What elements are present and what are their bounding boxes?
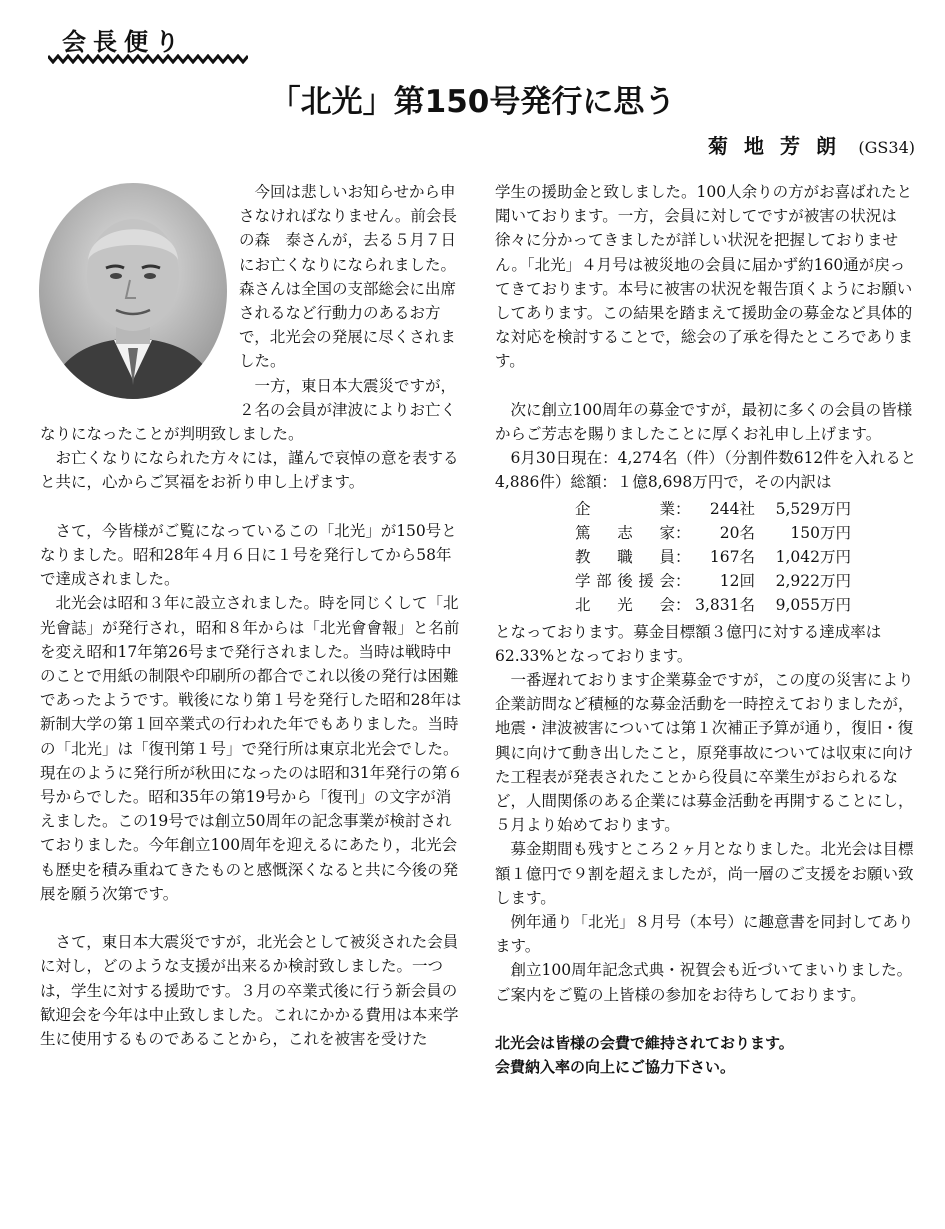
section-tag-label: 会長便り (62, 28, 186, 56)
breakdown-row: 学部後援会 ： 12回 2,922万円 (495, 569, 920, 593)
breakdown-row: 教職員 ： 167名 1,042万円 (495, 545, 920, 569)
left-paragraph-4: さて，今皆様がご覧になっているこの「北光」が150号となりました。昭和28年４月６日に１号を発行してから58年で達成されました。 (40, 521, 457, 589)
right-paragraph-5: 一番遅れております企業募金ですが，この度の災害により企業訪問など積極的な募金活動を一時控えておりましたが，地震・津波被害については第１次補正予算が通り，復旧・復興に向けて動き出したこと，原発事故については収束に向けた工程表が発表されたことから役員に卒業生がおられるなど，人間関係のある企業には募金活動を再開することにし，５月より始めております。 (495, 670, 914, 835)
right-paragraph-1: 学生の援助金と致しました。100人余りの方がお喜ばれたと聞いております。一方，会員に対してですが被害の状況は徐々に分かってきましたが詳しい状況を把握しておりません。「北光」４月号は被災地の会員に届かず約160通が戻ってきております。本号に被害の状況を報告頂くようにお願いしてあります。この結果を踏まえて援助金の募金など具体的な対応を検討することで，総会の了承を得たところであります。 (495, 183, 914, 371)
closing-line-2: 会費納入率の向上にご協力下さい。 (495, 1058, 736, 1077)
breakdown-row: 北光会 ： 3,831名 9,055万円 (495, 593, 920, 617)
breakdown-category: 北光会 (575, 596, 675, 615)
breakdown-amount: 9,055万円 (775, 596, 851, 615)
breakdown-count: 20名 (719, 523, 755, 542)
breakdown-category: 学部後援会 (575, 572, 675, 591)
author-code: (GS34) (858, 138, 915, 157)
closing-notice (495, 1031, 920, 1079)
article-title: 「北光」第150号発行に思う (269, 84, 676, 120)
breakdown-count: 12回 (719, 572, 755, 591)
zigzag-underline-icon (48, 54, 248, 64)
right-paragraph-3: 6月30日現在：4,274名（件）（分割件数612件を入れると4,886件）総額：１億8,698万円で，その内訳は (495, 449, 917, 492)
right-paragraph-8: 創立100周年記念式典・祝賀会も近づいてまいりました。ご案内をご覧の上皆様の参加をお待ちしております。 (495, 961, 913, 1004)
left-paragraph-2: 一方，東日本大震災ですが，２名の会員が津波によりお亡くなりになったことが判明致しました。 (40, 376, 457, 444)
portrait-photo (36, 180, 231, 402)
donation-breakdown (495, 497, 920, 618)
breakdown-row: 篤志家 ： 20名 150万円 (495, 521, 920, 545)
breakdown-amount: 1,042万円 (775, 548, 851, 566)
right-column (495, 180, 920, 1079)
left-paragraph-1: 今回は悲しいお知らせから申さなければなりません。前会長の森 泰さんが，去る５月７日にお亡くなりになられました。森さんは全国の支部総会に出席されるなど行動力のあるお方で，北光会の発展に尽くされました。 (239, 183, 457, 371)
breakdown-count: 244社 (709, 499, 755, 518)
breakdown-category: 企業 (575, 499, 675, 518)
right-paragraph-2: 次に創立100周年の募金ですが，最初に多くの会員の皆様からご芳志を賜りましたことに厚くお礼申し上げます。 (495, 400, 913, 444)
author-name: 菊地芳朗 (708, 134, 853, 158)
portrait-image (36, 180, 231, 402)
breakdown-amount: 2,922万円 (775, 572, 851, 591)
breakdown-category: 教職員 (575, 548, 675, 566)
author-line (708, 130, 915, 159)
section-tag (48, 18, 248, 64)
breakdown-count: 3,831名 (695, 596, 755, 615)
left-paragraph-6: さて，東日本大震災ですが，北光会として被災された会員に対し，どのような支援が出来るか検討致しました。一つは，学生に対する援助です。３月の卒業式後に行う新会員の歓迎会を今年は中止致しました。これにかかる費用は本来学生に使用するものであることから，これを被害を受けた (40, 933, 459, 1049)
breakdown-count: 167名 (709, 548, 755, 566)
closing-line-1: 北光会は皆様の会費で維持されております。 (495, 1033, 794, 1052)
right-paragraph-6: 募金期間も残すところ２ヶ月となりました。北光会は目標額１億円で９割を超えましたが，尚一層のご支援をお願い致します。 (495, 840, 914, 907)
left-paragraph-5: 北光会は昭和３年に設立されました。時を同じくして「北光會誌」が発行され，昭和８年からは「北光會會報」と名前を変え昭和17年第26号まで発行されました。当時は戦時中のことで用紙の制限や印刷所の都合でこれ以後の発行は困難であったようです。戦後になり第１号を発行した昭和28年は新制大学の第１回卒業式の行われた年でもありました。当時の「北光」は「復刊第１号」で発行所は東京北光会でした。現在のように発行所が秋田になったのは昭和31年発行の第６号からでした。昭和35年の第19号から「復刊」の文字が消えました。この19号では創立50周年の記念事業が検討されておりました。今年創立100周年を迎えるにあたり，北光会も歴史を積み重ねてきたものと感慨深くなると共に今後の発展を願う次第です。 (40, 594, 463, 903)
left-paragraph-3: お亡くなりになられた方々には，謹んで哀悼の意を表すると共に，心からご冥福をお祈り申し上げます。 (40, 449, 459, 492)
breakdown-amount: 5,529万円 (775, 499, 851, 518)
right-paragraph-4: となっております。募金目標額３億円に対する達成率は62.33%となっております。 (495, 622, 882, 665)
breakdown-row: 企業 ： 244社 5,529万円 (495, 497, 920, 521)
breakdown-category: 篤志家 (575, 523, 675, 542)
right-paragraph-7: 例年通り「北光」８月号（本号）に趣意書を同封してあります。 (495, 913, 914, 956)
left-column (40, 180, 465, 1051)
breakdown-amount: 150万円 (790, 523, 851, 542)
